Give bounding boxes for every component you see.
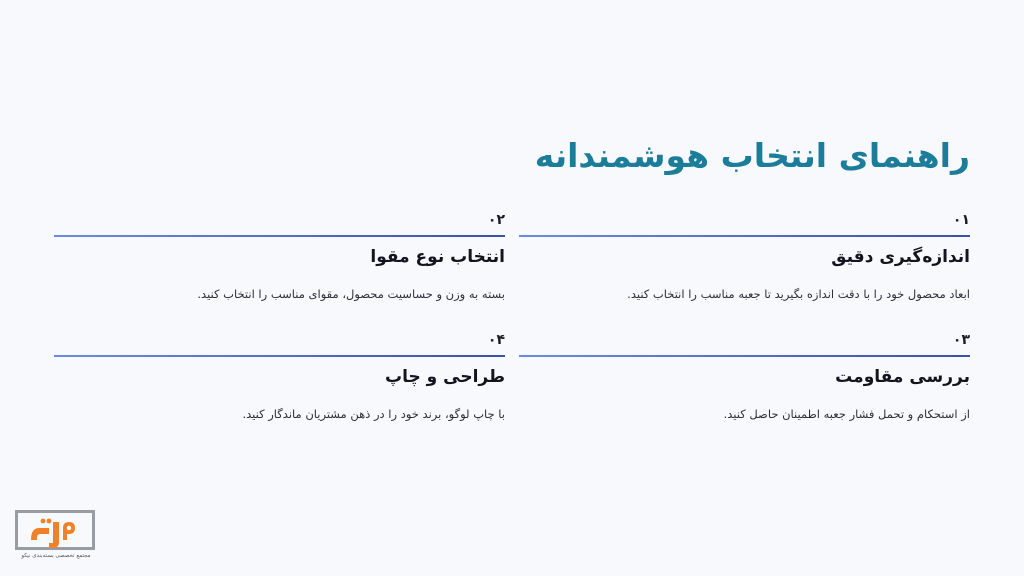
step-divider	[54, 355, 505, 357]
step-divider	[54, 235, 505, 237]
step-heading: اندازه‌گیری دقیق	[831, 247, 970, 267]
step-number: ۰۲	[487, 212, 505, 228]
logo-tagline: مجتمع تخصصی بسته‌بندی نیکو	[21, 553, 91, 559]
step-card-04	[54, 330, 505, 425]
step-heading: طراحی و چاپ	[385, 367, 505, 387]
step-card-02	[54, 210, 505, 305]
logo-mark-icon	[25, 512, 85, 552]
step-number: ۰۴	[487, 332, 505, 348]
step-heading: بررسی مقاومت	[835, 367, 970, 387]
step-card-03	[519, 330, 970, 425]
step-heading: انتخاب نوع مقوا	[370, 247, 505, 267]
step-card-01	[519, 210, 970, 305]
brand-logo	[15, 510, 97, 562]
step-divider	[519, 355, 970, 357]
step-description: با چاپ لوگو، برند خود را در ذهن مشتریان ماندگار کنید.	[242, 407, 505, 421]
slide-title: راهنمای انتخاب هوشمندانه	[534, 136, 970, 175]
step-number: ۰۱	[952, 212, 970, 228]
step-description: از استحکام و تحمل فشار جعبه اطمینان حاصل کنید.	[723, 407, 970, 421]
step-divider	[519, 235, 970, 237]
step-description: بسته به وزن و حساسیت محصول، مقوای مناسب را انتخاب کنید.	[197, 287, 505, 301]
step-number: ۰۳	[952, 332, 970, 348]
step-description: ابعاد محصول خود را با دقت اندازه بگیرید تا جعبه مناسب را انتخاب کنید.	[627, 287, 970, 301]
